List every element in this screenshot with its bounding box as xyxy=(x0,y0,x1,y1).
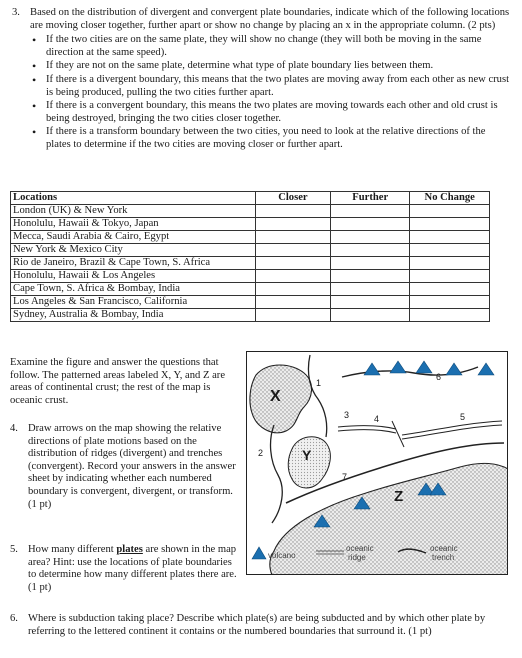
location-cell: Mecca, Saudi Arabia & Cairo, Egypt xyxy=(11,231,256,244)
further-cell[interactable] xyxy=(330,270,409,283)
table-row xyxy=(11,231,490,244)
question-3 xyxy=(12,7,510,153)
examine-paragraph: Examine the figure and answer the questions that follow. The patterned areas labeled X, Y, and Z are areas of continental crust; the rest of the map is oceanic crust. xyxy=(10,357,226,406)
question-5-text xyxy=(28,544,242,594)
bullet-item: • If there is a transform boundary between the two cities, you need to look at the relative directions of the plates to determine if the two cities are moving closer or further apart. xyxy=(46,126,510,151)
question-4-text: Draw arrows on the map showing the relative directions of plate motions based on the distribution of ridges (divergent) and trenches (convergent). Record your answers in the answer sheet by indicating whether each numbered boundary is convergent, divergent, or transform. (1 pt) xyxy=(28,423,236,510)
further-cell[interactable] xyxy=(330,257,409,270)
question-5-text-end: are shown in the map area? Hint: use the locations of plate boundaries to determine how many different plates there are. (1 pt) xyxy=(28,544,237,593)
table-row xyxy=(11,205,490,218)
location-cell: Cape Town, S. Africa & Bombay, India xyxy=(11,283,256,296)
label-x: X xyxy=(270,388,281,405)
further-cell[interactable] xyxy=(330,231,409,244)
legend-ridge-label-2: ridge xyxy=(348,553,366,562)
location-cell: Los Angeles & San Francisco, California xyxy=(11,296,256,309)
legend-trench-label-1: oceanic xyxy=(430,544,458,553)
location-cell: New York & Mexico City xyxy=(11,244,256,257)
legend-volcano-label: volcano xyxy=(268,551,296,560)
header-locations: Locations xyxy=(11,192,256,205)
no-change-cell[interactable] xyxy=(410,257,490,270)
question-6-number: 6. xyxy=(10,613,18,624)
closer-cell[interactable] xyxy=(255,283,330,296)
boundary-number: 7 xyxy=(342,472,348,482)
location-cell: Rio de Janeiro, Brazil & Cape Town, S. Africa xyxy=(11,257,256,270)
further-cell[interactable] xyxy=(330,309,409,322)
question-4 xyxy=(10,423,242,511)
boundary-number: 4 xyxy=(374,414,380,424)
question-3-bullets xyxy=(46,34,510,151)
boundary-number: 6 xyxy=(436,372,442,382)
no-change-cell[interactable] xyxy=(410,283,490,296)
table-row xyxy=(11,257,490,270)
bullet-item: • If they are not on the same plate, determine what type of plate boundary lies between them. xyxy=(46,60,510,73)
boundary-number: 2 xyxy=(258,448,264,458)
table-header-row xyxy=(11,192,490,205)
table-row xyxy=(11,270,490,283)
legend-trench-label-2: trench xyxy=(432,553,455,562)
locations-table xyxy=(10,191,490,322)
closer-cell[interactable] xyxy=(255,218,330,231)
boundary-number: 5 xyxy=(460,412,466,422)
table-row xyxy=(11,244,490,257)
plate-map[interactable] xyxy=(246,351,508,575)
further-cell[interactable] xyxy=(330,244,409,257)
label-y: Y xyxy=(302,447,312,463)
closer-cell[interactable] xyxy=(255,205,330,218)
header-closer: Closer xyxy=(255,192,330,205)
closer-cell[interactable] xyxy=(255,244,330,257)
no-change-cell[interactable] xyxy=(410,244,490,257)
closer-cell[interactable] xyxy=(255,257,330,270)
label-z: Z xyxy=(394,488,404,505)
boundary-number: 1 xyxy=(316,378,322,388)
location-cell: Honolulu, Hawaii & Tokyo, Japan xyxy=(11,218,256,231)
bullet-item: • If the two cities are on the same plate, they will show no change (they will both be moving in the same direction at the same speed). xyxy=(46,34,510,59)
location-cell: Honolulu, Hawaii & Los Angeles xyxy=(11,270,256,283)
table-row xyxy=(11,283,490,296)
question-3-number: 3. xyxy=(12,7,20,18)
no-change-cell[interactable] xyxy=(410,296,490,309)
no-change-cell[interactable] xyxy=(410,218,490,231)
no-change-cell[interactable] xyxy=(410,231,490,244)
no-change-cell[interactable] xyxy=(410,205,490,218)
closer-cell[interactable] xyxy=(255,296,330,309)
further-cell[interactable] xyxy=(330,205,409,218)
table-row xyxy=(11,296,490,309)
question-3-text: Based on the distribution of divergent and convergent plate boundaries, indicate which of the following locations are moving closer together, further apart or show no change by placing an x in the appropriate column. (2 pts) xyxy=(30,7,510,31)
closer-cell[interactable] xyxy=(255,231,330,244)
header-no-change: No Change xyxy=(410,192,490,205)
no-change-cell[interactable] xyxy=(410,270,490,283)
question-5-text-start: How many different xyxy=(28,544,117,555)
table-row xyxy=(11,218,490,231)
no-change-cell[interactable] xyxy=(410,309,490,322)
further-cell[interactable] xyxy=(330,218,409,231)
bullet-item: • If there is a divergent boundary, this means that the two plates are moving away from each other as new crust is being produced, pulling the two cities further apart. xyxy=(46,74,510,99)
header-further: Further xyxy=(330,192,409,205)
question-6-text: Where is subduction taking place? Describe which plate(s) are being subducted and by which other plate by referring to the lettered continent it contains or the numbered boundaries that surround it. (1 pt) xyxy=(28,613,486,637)
location-cell: Sydney, Australia & Bombay, India xyxy=(11,309,256,322)
table-row xyxy=(11,309,490,322)
closer-cell[interactable] xyxy=(255,309,330,322)
plates-emphasis: plates xyxy=(116,544,143,555)
closer-cell[interactable] xyxy=(255,270,330,283)
legend-ridge-label-1: oceanic xyxy=(346,544,374,553)
boundary-number: 3 xyxy=(344,410,350,420)
further-cell[interactable] xyxy=(330,296,409,309)
bullet-item: • If there is a convergent boundary, this means the two plates are moving towards each other and old crust is being destroyed, bringing the two cities closer together. xyxy=(46,100,510,125)
question-5 xyxy=(10,544,242,594)
further-cell[interactable] xyxy=(330,283,409,296)
location-cell: London (UK) & New York xyxy=(11,205,256,218)
question-6 xyxy=(10,613,508,638)
question-4-number: 4. xyxy=(10,423,18,434)
question-5-number: 5. xyxy=(10,544,18,555)
plate-map-border xyxy=(246,351,508,575)
